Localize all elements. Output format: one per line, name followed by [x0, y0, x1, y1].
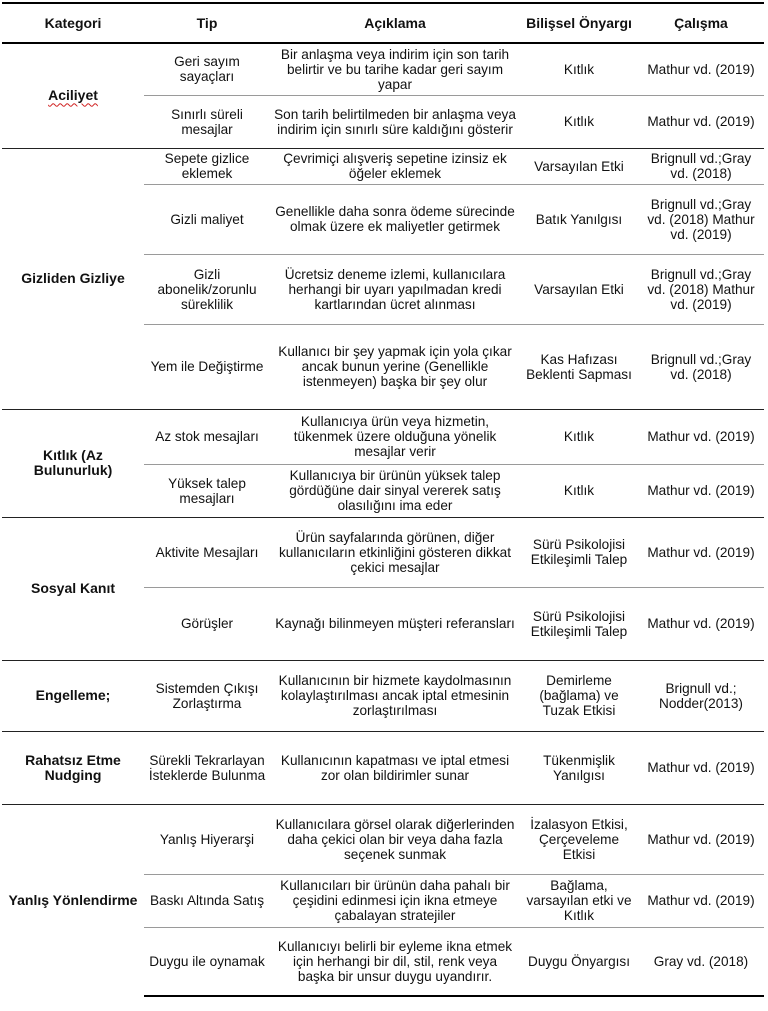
bias-cell: Demirleme (bağlama) ve Tuzak Etkisi: [520, 660, 638, 731]
bias-cell: Sürü Psikolojisi Etkileşimli Talep: [520, 517, 638, 587]
type-cell: Yanlış Hiyerarşi: [144, 804, 270, 874]
study-cell: Mathur vd. (2019): [638, 587, 764, 660]
bias-cell: Kıtlık: [520, 43, 638, 95]
description-cell: Kullanıcıyı belirli bir eyleme ikna etmek için herhangi bir dil, stil, renk veya başka bir unsur duygu uyandırır.: [270, 927, 520, 996]
description-cell: Kullanıcıya ürün veya hizmetin, tükenmek üzere olduğuna yönelik mesajlar verir: [270, 409, 520, 464]
type-cell: Sistemden Çıkışı Zorlaştırma: [144, 660, 270, 731]
description-cell: Ürün sayfalarında görünen, diğer kullanıcıların etkinliğini gösteren dikkat çekici mesajlar: [270, 517, 520, 587]
study-cell: Mathur vd. (2019): [638, 409, 764, 464]
study-cell: Mathur vd. (2019): [638, 517, 764, 587]
header-type: Tip: [144, 3, 270, 43]
study-cell: Mathur vd. (2019): [638, 874, 764, 927]
header-row: [2, 3, 764, 43]
description-cell: Bir anlaşma veya indirim için son tarih belirtir ve bu tarihe kadar geri sayım yapar: [270, 43, 520, 95]
type-cell: Baskı Altında Satış: [144, 874, 270, 927]
study-cell: Brignull vd.; Nodder(2013): [638, 660, 764, 731]
study-cell: Mathur vd. (2019): [638, 731, 764, 804]
bias-cell: Kıtlık: [520, 464, 638, 517]
study-cell: Brignull vd.;Gray vd. (2018): [638, 324, 764, 409]
type-cell: Aktivite Mesajları: [144, 517, 270, 587]
bias-cell: Varsayılan Etki: [520, 254, 638, 324]
description-cell: Kullanıcı bir şey yapmak için yola çıkar ancak bunun yerine (Genellikle istenmeyen) başka bir şey olur: [270, 324, 520, 409]
bias-cell: Kas Hafızası Beklenti Sapması: [520, 324, 638, 409]
description-cell: Kullanıcının kapatması ve iptal etmesi zor olan bildirimler sunar: [270, 731, 520, 804]
type-cell: Yem ile Değiştirme: [144, 324, 270, 409]
category-cell: Engelleme;: [2, 660, 144, 731]
description-cell: Kullanıcılara görsel olarak diğerlerinden daha çekici olan bir veya daha fazla seçenek sunmak: [270, 804, 520, 874]
study-cell: Gray vd. (2018): [638, 927, 764, 996]
description-cell: Kullanıcıları bir ürünün daha pahalı bir çeşidini edinmesi için ikna etmeye çabalayan stratejiler: [270, 874, 520, 927]
type-cell: Geri sayım sayaçları: [144, 43, 270, 95]
study-cell: Mathur vd. (2019): [638, 464, 764, 517]
table-row: [2, 148, 764, 184]
header-bias: Bilişsel Önyargı: [520, 3, 638, 43]
study-cell: Brignull vd.;Gray vd. (2018): [638, 148, 764, 184]
description-cell: Kullanıcıya bir ürünün yüksek talep gördüğüne dair sinyal vererek satış olasılığını ima eder: [270, 464, 520, 517]
bias-cell: Duygu Önyargısı: [520, 927, 638, 996]
study-cell: Mathur vd. (2019): [638, 43, 764, 95]
study-cell: Mathur vd. (2019): [638, 804, 764, 874]
description-cell: Kullanıcının bir hizmete kaydolmasının kolaylaştırılması ancak iptal etmesinin zorlaştırılması: [270, 660, 520, 731]
category-cell: Sosyal Kanıt: [2, 517, 144, 660]
bias-cell: Kıtlık: [520, 95, 638, 148]
table-row: [2, 409, 764, 464]
description-cell: Genellikle daha sonra ödeme sürecinde olmak üzere ek maliyetler getirmek: [270, 184, 520, 254]
header-description: Açıklama: [270, 3, 520, 43]
bias-cell: Tükenmişlik Yanılgısı: [520, 731, 638, 804]
bias-cell: İzalasyon Etkisi, Çerçeveleme Etkisi: [520, 804, 638, 874]
type-cell: Duygu ile oynamak: [144, 927, 270, 996]
type-cell: Sepete gizlice eklemek: [144, 148, 270, 184]
type-cell: Yüksek talep mesajları: [144, 464, 270, 517]
description-cell: Çevrimiçi alışveriş sepetine izinsiz ek öğeler eklemek: [270, 148, 520, 184]
header-study: Çalışma: [638, 3, 764, 43]
type-cell: Görüşler: [144, 587, 270, 660]
category-cell: Rahatsız Etme Nudging: [2, 731, 144, 804]
dark-patterns-table: [2, 2, 764, 997]
type-cell: Gizli maliyet: [144, 184, 270, 254]
category-cell: Aciliyet: [2, 43, 144, 148]
type-cell: Az stok mesajları: [144, 409, 270, 464]
category-cell: Gizliden Gizliye: [2, 148, 144, 409]
study-cell: Mathur vd. (2019): [638, 95, 764, 148]
description-cell: Kaynağı bilinmeyen müşteri referansları: [270, 587, 520, 660]
description-cell: Son tarih belirtilmeden bir anlaşma veya indirim için sınırlı süre kaldığını gösterir: [270, 95, 520, 148]
category-cell: Yanlış Yönlendirme: [2, 804, 144, 996]
description-cell: Ücretsiz deneme izlemi, kullanıcılara herhangi bir uyarı yapılmadan kredi kartlarından ücret alınması: [270, 254, 520, 324]
type-cell: Sürekli Tekrarlayan İsteklerde Bulunma: [144, 731, 270, 804]
bias-cell: Sürü Psikolojisi Etkileşimli Talep: [520, 587, 638, 660]
table-row: [2, 804, 764, 874]
study-cell: Brignull vd.;Gray vd. (2018) Mathur vd. (2019): [638, 254, 764, 324]
table-row: [2, 43, 764, 95]
table-row: [2, 517, 764, 587]
table-row: [2, 731, 764, 804]
study-cell: Brignull vd.;Gray vd. (2018) Mathur vd. (2019): [638, 184, 764, 254]
bias-cell: Varsayılan Etki: [520, 148, 638, 184]
table-row: [2, 660, 764, 731]
bias-cell: Bağlama, varsayılan etki ve Kıtlık: [520, 874, 638, 927]
type-cell: Gizli abonelik/zorunlu süreklilik: [144, 254, 270, 324]
header-category: Kategori: [2, 3, 144, 43]
bias-cell: Kıtlık: [520, 409, 638, 464]
type-cell: Sınırlı süreli mesajlar: [144, 95, 270, 148]
category-cell: Kıtlık (Az Bulunurluk): [2, 409, 144, 517]
bias-cell: Batık Yanılgısı: [520, 184, 638, 254]
